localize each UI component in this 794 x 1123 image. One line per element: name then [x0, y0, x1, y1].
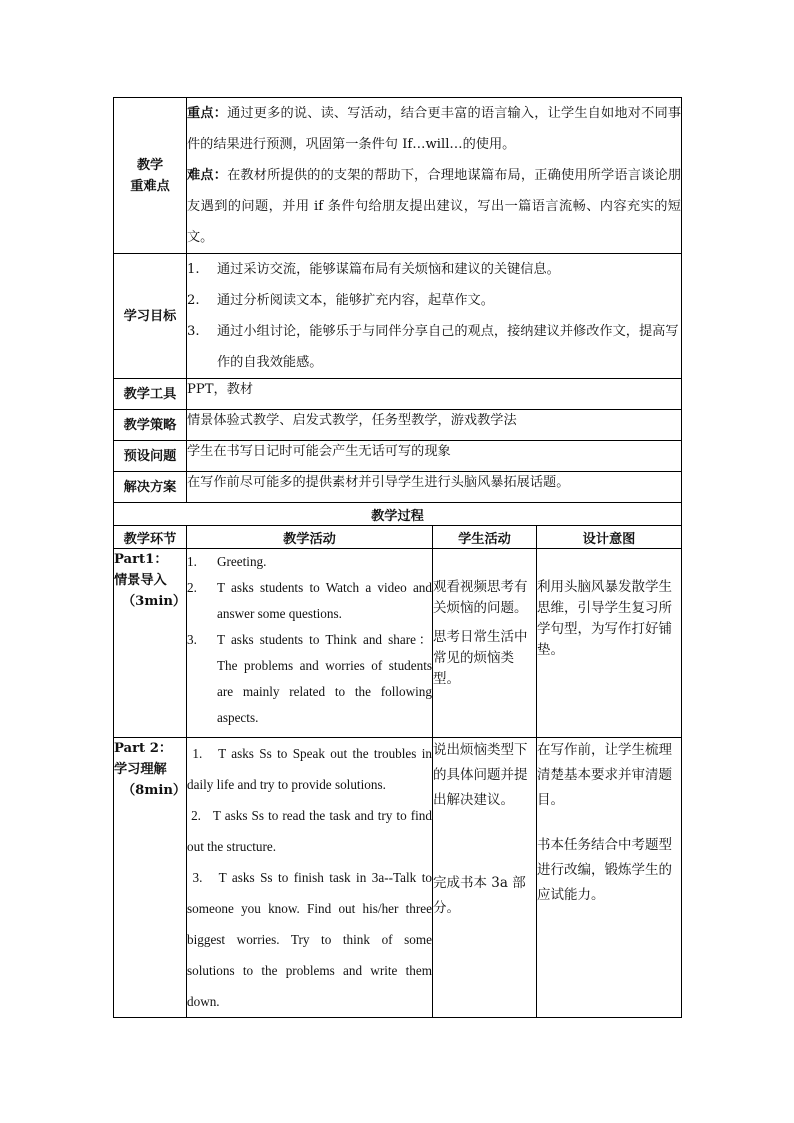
- activity-text: T asks Ss to Speak out the troubles in daily life and try to provide solutions.: [187, 746, 433, 792]
- activity-item: [187, 549, 432, 575]
- design-intent: 在写作前，让学生梳理清楚基本要求并审清题目。: [537, 742, 672, 808]
- part2-activities: [187, 738, 433, 1018]
- design-intent: 书本任务结合中考题型进行改编，锻炼学生的应试能力。: [537, 837, 672, 903]
- process-title: 教学过程: [114, 503, 682, 526]
- activity-num: 3.: [192, 870, 203, 885]
- activity-item: [187, 575, 432, 627]
- student-activity: 完成书本 3a 部分。: [433, 875, 526, 916]
- activity-text: T asks Ss to finish task in 3a--Talk to someone you know. Find out his/her three biggest worries. Try to think of some solutions to the problems and write them down.: [187, 870, 432, 1009]
- hard-text: 在教材所提供的的支架的帮助下，合理地谋篇布局，正确使用所学语言谈论朋友遇到的问题，并用 if 条件句给朋友提出建议，写出一篇语言流畅、内容充实的短文。: [187, 168, 682, 245]
- activity-num: 1.: [187, 554, 197, 569]
- hard-label: 难点：: [187, 168, 228, 183]
- part2-student: [433, 738, 537, 1018]
- label-line2: 重难点: [130, 178, 170, 194]
- goal-num: 1.: [187, 262, 200, 277]
- spacer: [433, 813, 536, 871]
- row-process-headers: [114, 526, 682, 549]
- goal-item: [187, 254, 681, 285]
- activity-text: T asks students to Think and share：The problems and worries of students are mainly related to the following aspects.: [217, 632, 432, 725]
- part-subname: 情景导入: [114, 573, 167, 588]
- row-strategy: [114, 410, 682, 441]
- part2-label: [114, 738, 187, 1018]
- goal-item: [187, 316, 681, 378]
- row-tools: [114, 379, 682, 410]
- activity-item: [187, 738, 432, 800]
- label-solution: 解决方案: [114, 472, 187, 503]
- activity-num: 1.: [192, 746, 203, 761]
- part-time: （8min）: [122, 783, 187, 798]
- activity-num: 2.: [191, 808, 201, 823]
- student-activity: 观看视频思考有关烦恼的问题。: [433, 579, 528, 616]
- key-point: [187, 98, 681, 160]
- goal-num: 3.: [187, 324, 200, 339]
- design-intent: 利用头脑风暴发散学生思维，引导学生复习所学句型，为写作打好铺垫。: [537, 579, 672, 658]
- tools-content: PPT，教材: [187, 379, 682, 410]
- goals-content: [187, 254, 682, 379]
- hard-point: [187, 160, 681, 253]
- part1-student: [433, 549, 537, 738]
- label-goals: 学习目标: [114, 254, 187, 379]
- key-label: 重点：: [187, 106, 228, 121]
- activity-text: Greeting.: [217, 554, 267, 569]
- header-intent: 设计意图: [537, 526, 682, 549]
- activity-item: [187, 800, 432, 862]
- activity-item: [187, 862, 432, 1017]
- student-activity: 思考日常生活中常见的烦恼类型。: [433, 629, 528, 687]
- row-goals: [114, 254, 682, 379]
- row-part2: [114, 738, 682, 1018]
- key-text: 通过更多的说、读、写活动，结合更丰富的语言输入，让学生自如地对不同事件的结果进行预测，巩固第一条件句 If…will…的使用。: [187, 106, 682, 152]
- goals-list: [187, 254, 681, 378]
- header-student: 学生活动: [433, 526, 537, 549]
- part-name: Part 2：: [114, 741, 173, 756]
- goal-text: 通过小组讨论，能够乐于与同伴分享自己的观点，接纳建议并修改作文，提高写作的自我效能感。: [217, 324, 679, 370]
- part-name: Part1：: [114, 552, 168, 567]
- part2-intent: [537, 738, 682, 1018]
- label-line1: 教学: [136, 157, 164, 173]
- part-subname: 学习理解: [114, 762, 167, 777]
- spacer: [433, 619, 536, 627]
- goal-item: [187, 285, 681, 316]
- header-stage: 教学环节: [114, 526, 187, 549]
- label-problem: 预设问题: [114, 441, 187, 472]
- goal-text: 通过采访交流，能够谋篇布局有关烦恼和建议的关键信息。: [217, 262, 560, 277]
- lesson-plan-table: [113, 97, 682, 1018]
- label-strategy: 教学策略: [114, 410, 187, 441]
- problem-content: 学生在书写日记时可能会产生无话可写的现象: [187, 441, 682, 472]
- part1-activities: [187, 549, 433, 738]
- activity-num: 2.: [187, 580, 197, 595]
- row-difficulty: [114, 98, 682, 254]
- part1-intent: [537, 549, 682, 738]
- header-teacher: 教学活动: [187, 526, 433, 549]
- activity-num: 3.: [187, 632, 197, 647]
- activity-text: T asks Ss to read the task and try to find out the structure.: [187, 808, 432, 854]
- solution-content: 在写作前尽可能多的提供素材并引导学生进行头脑风暴拓展话题。: [187, 472, 682, 503]
- row-part1: [114, 549, 682, 738]
- spacer: [537, 813, 681, 833]
- row-problem: [114, 441, 682, 472]
- row-process-title: [114, 503, 682, 526]
- goal-num: 2.: [187, 293, 200, 308]
- student-activity: 说出烦恼类型下的具体问题并提出解决建议。: [433, 742, 528, 808]
- label-difficulty: [114, 98, 187, 254]
- strategy-content: 情景体验式教学、启发式教学，任务型教学，游戏教学法: [187, 410, 682, 441]
- difficulty-content: [187, 98, 682, 254]
- part-time: （3min）: [122, 594, 187, 609]
- activity-item: [187, 627, 432, 731]
- activity-list: [187, 549, 432, 731]
- activity-text: T asks students to Watch a video and answer some questions.: [217, 580, 432, 621]
- label-tools: 教学工具: [114, 379, 187, 410]
- goal-text: 通过分析阅读文本，能够扩充内容，起草作文。: [217, 293, 494, 308]
- row-solution: [114, 472, 682, 503]
- part1-label: [114, 549, 187, 738]
